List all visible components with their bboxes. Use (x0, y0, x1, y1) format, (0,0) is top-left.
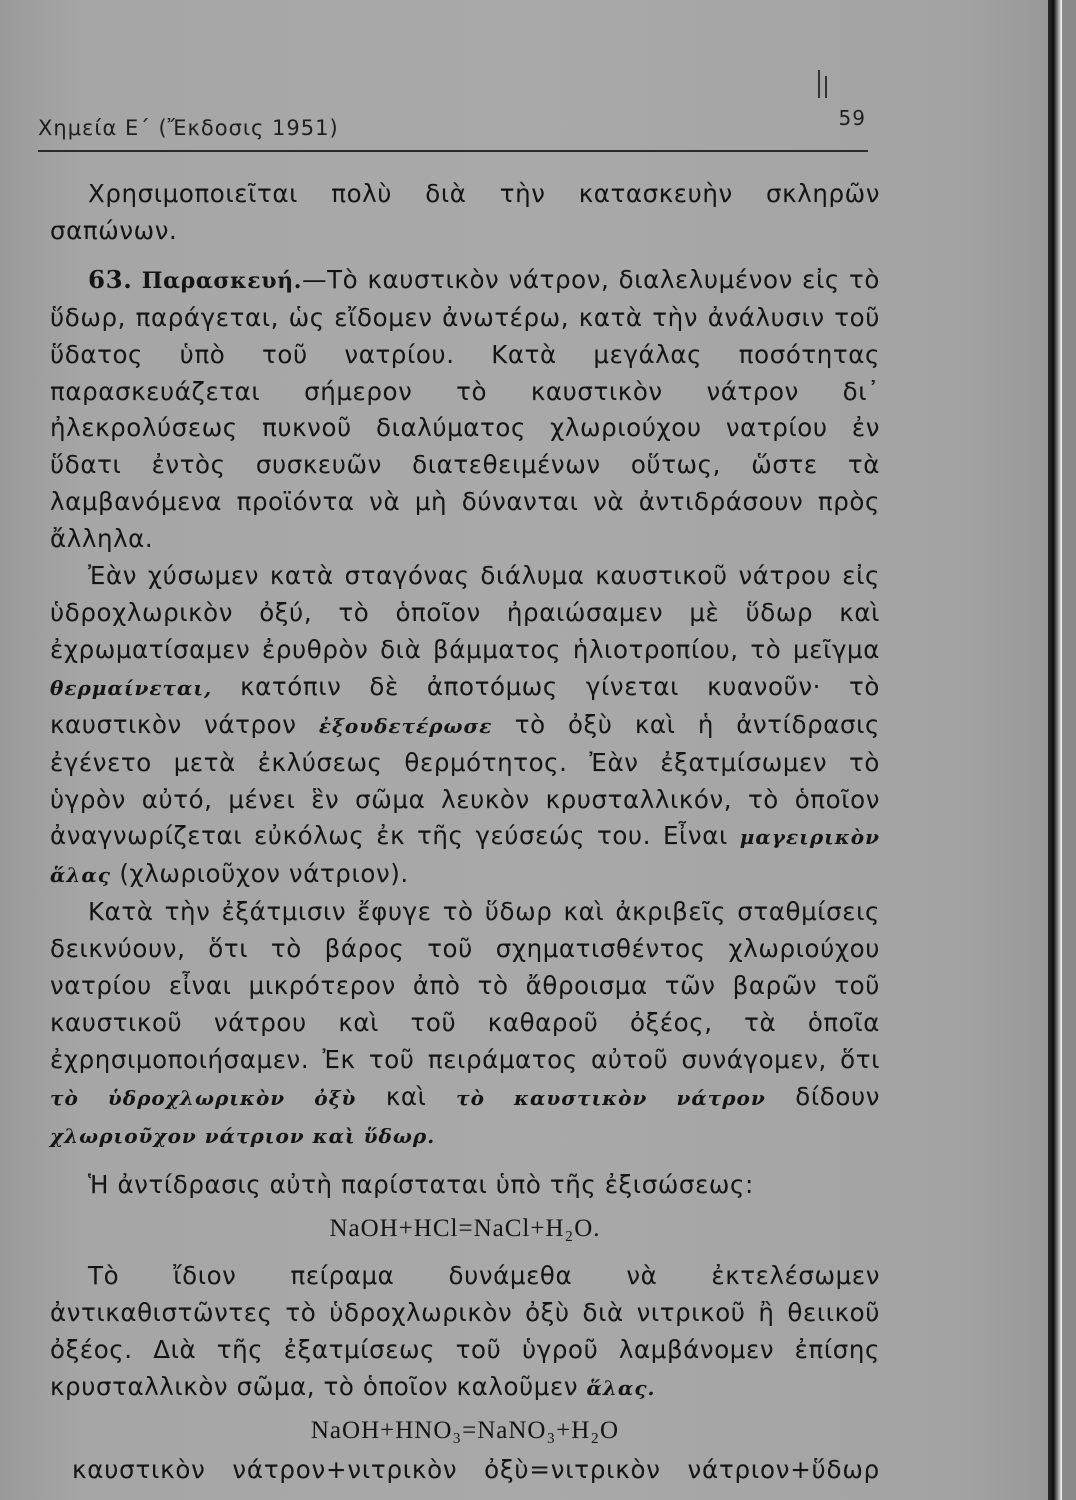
paragraph-text: δίδουν (795, 1081, 881, 1111)
margin-mark (818, 70, 820, 98)
emphasis-text: χλωριοῦχον νάτριον καὶ ὕδωρ. (50, 1123, 436, 1148)
emphasis-text: θερμαίνεται, (50, 675, 213, 700)
section-number: 63. (88, 264, 133, 294)
paragraph (50, 1258, 880, 1407)
emphasis-text: τὸ καυστικὸν νάτρον (456, 1085, 766, 1110)
emphasis-text: μαγειρικὸν ἅλας (50, 825, 881, 888)
page-number: 59 (838, 106, 866, 130)
emphasis-text: ἐξουδετέρωσε (318, 713, 493, 738)
paragraph-text: —Τὸ καυστικὸν νάτρον, διαλελυμένον εἰς τὸ ὕδωρ, παράγεται, ὡς εἴδομεν ἀνωτέρω, κατὰ τὴν ἀνάλυσιν τοῦ ὕδατος ὑπὸ τοῦ νατρίου. Κατὰ μεγάλας ποσότητας παρασκευάζεται σήμερον τὸ καυστικὸν νάτρον δι᾿ ἠλεκρολύσεως πυκνοῦ διαλύματος χλωριούχου νατρίου ἐν ὕδατι ἐντὸς συσκευῶν διατεθειμένων οὕτως, ὥστε τὰ λαμβανόμενα προϊόντα νὰ μὴ δύνανται νὰ ἀντιδράσουν πρὸς ἄλληλα. (50, 264, 880, 554)
page-edge (1048, 0, 1062, 1500)
paragraph (50, 262, 880, 558)
paragraph (50, 558, 880, 894)
margin-mark (825, 76, 827, 98)
paragraph-text: Ἐὰν χύσωμεν κατὰ σταγόνας διάλυμα καυστικοῦ νάτρου εἰς ὑδροχλωρικὸν ὀξύ, τὸ ὁποῖον ἠραιώσαμεν μὲ ὕδωρ καὶ ἐχρωματίσαμεν ἐρυθρὸν διὰ βάμματος ἡλιοτροπίου, τὸ μεῖγμα (50, 561, 880, 664)
paragraph-text: Ἡ ἀντίδρασις αὐτὴ παρίσταται ὑπὸ τῆς ἐξισώσεως: (88, 1169, 754, 1199)
paragraph (50, 176, 880, 250)
body-text (50, 176, 880, 1489)
paragraph (50, 1167, 880, 1204)
emphasis-text: τὸ ὑδροχλωρικὸν ὀξὺ (50, 1085, 357, 1110)
paragraph-text: Χρησιμοποιεῖται πολὺ διὰ τὴν κατασκευὴν σκληρῶν σαπώνων. (50, 179, 880, 245)
equation-1: NaOH+HCl=NaCl+H₂O. (329, 1215, 601, 1243)
equation-3-words: καυστικὸν νάτρον+νιτρικὸν ὀξὺ=νιτρικὸν νάτριον+ὕδωρ (72, 1454, 880, 1484)
paragraph-text: καὶ (385, 1081, 427, 1111)
equation-2: NaOH+HNO₃=NaNO₃+H₂O (310, 1417, 620, 1444)
paragraph-text: Κατὰ τὴν ἐξάτμισιν ἔφυγε τὸ ὕδωρ καὶ ἀκριβεῖς σταθμίσεις δεικνύουν, ὅτι τὸ βάρος τοῦ σχηματισθέντος χλωριούχου νατρίου εἶναι μικρότερον ἀπὸ τὸ ἄθροισμα τῶν βαρῶν τοῦ καυστικοῦ νάτρου καὶ τοῦ καθαροῦ ὀξέος, τὰ ὁποῖα ἐχρησιμοποιήσαμεν. Ἐκ τοῦ πειράματος αὐτοῦ συνάγομεν, ὅτι (50, 897, 880, 1074)
header-rule (38, 150, 868, 152)
running-head-title: Χημεία Ε΄ (Ἔκδοσις 1951) (38, 116, 339, 140)
emphasis-text: ἅλας. (586, 1376, 656, 1401)
running-head (38, 106, 868, 146)
section-heading: Παρασκευή. (141, 267, 302, 294)
paragraph (50, 894, 880, 1154)
paragraph-text: κατόπιν δὲ ἀποτόμως γίνεται κυανοῦν· τὸ καυστικὸν νάτρον (50, 671, 880, 739)
paragraph-text: τὸ ὀξὺ καὶ ἡ ἀντίδρασις ἐγένετο μετὰ ἐκλύσεως θερμότητος. Ἐὰν ἐξατμίσωμεν τὸ ὑγρὸν αὐτό, μένει ἓν σῶμα λευκὸν κρυσταλλικόν, τὸ ὁποῖον ἀναγνωρίζεται εὐκόλως ἐκ τῆς γεύσεώς του. Εἶναι (50, 709, 881, 851)
paragraph-text: (χλωριοῦχον νάτριον). (119, 859, 409, 889)
paragraph-text: Τὸ ἴδιον πείραμα δυνάμεθα νὰ ἐκτελέσωμεν ἀντικαθιστῶντες τὸ ὑδροχλωρικὸν ὀξὺ διὰ νιτρικοῦ ἢ θειικοῦ ὀξέος. Διὰ τῆς ἐξατμίσεως τοῦ ὑγροῦ λαμβάνομεν ἐπίσης κρυσταλλικὸν σῶμα, τὸ ὁποῖον καλοῦμεν (50, 1261, 880, 1402)
